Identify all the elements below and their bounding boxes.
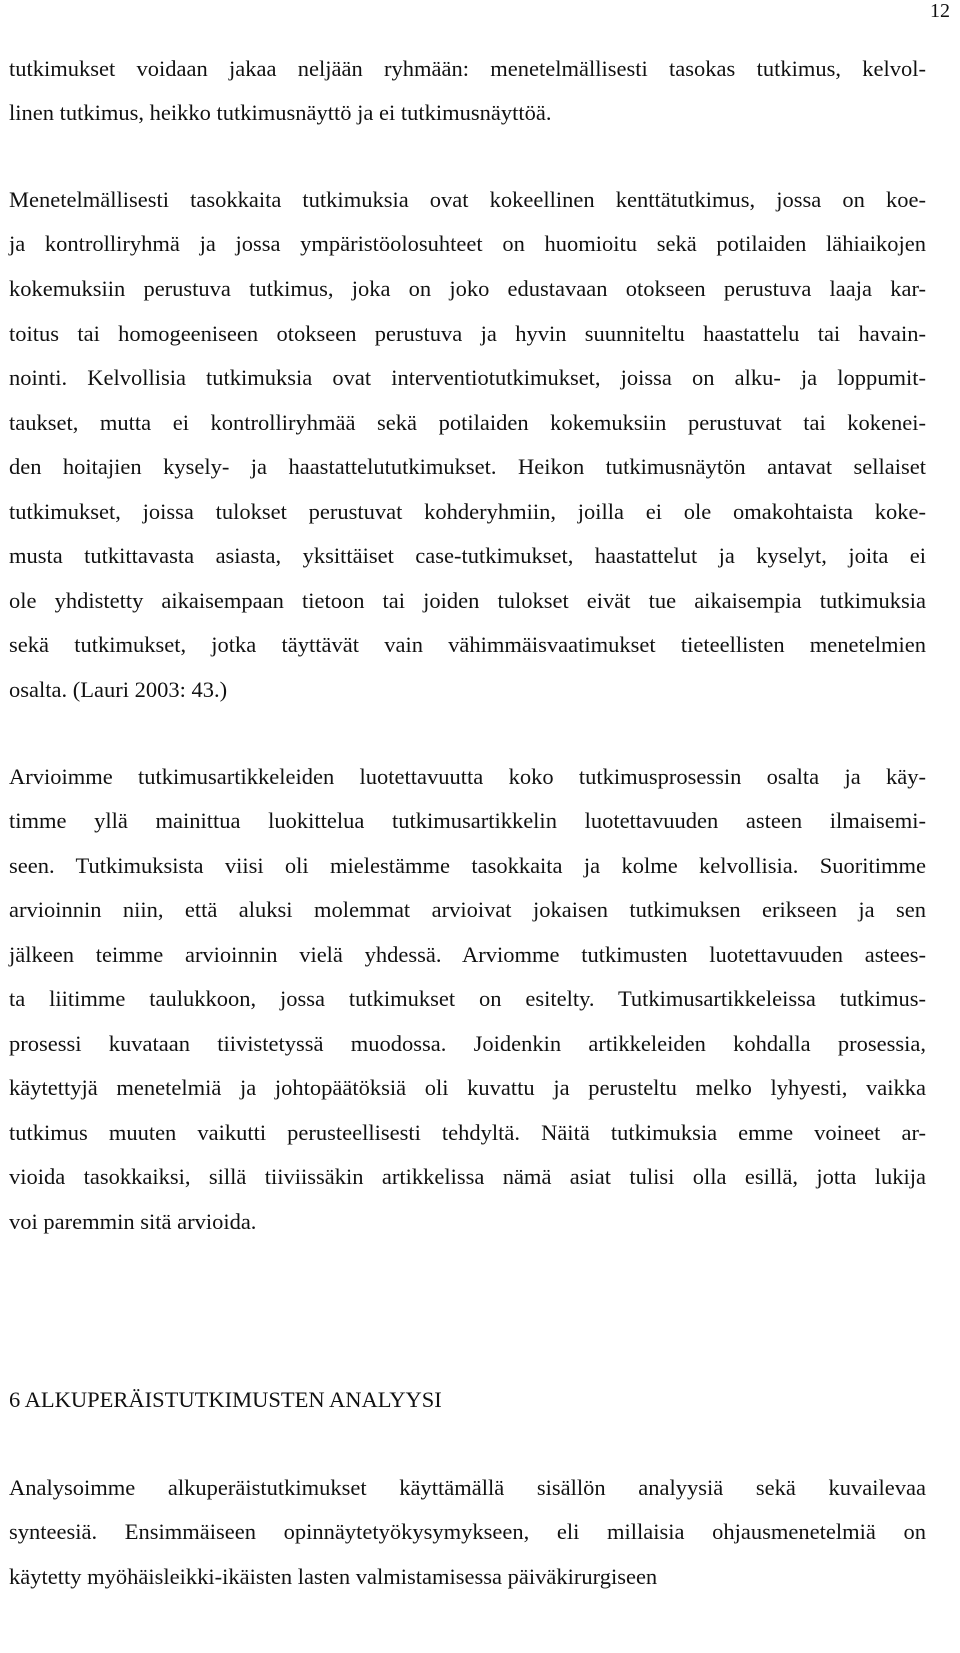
paragraph-2-line-11: sekä tutkimukset, jotka täyttävät vain vähimmäisvaatimukset tieteellisten menetelmien [9, 632, 926, 657]
paragraph-1-line-2: linen tutkimus, heikko tutkimusnäyttö ja ei tutkimusnäyttöä. [9, 100, 552, 125]
paragraph-2-line-9: musta tutkittavasta asiasta, yksittäiset case-tutkimukset, haastattelut ja kyselyt, joita ei [9, 543, 926, 568]
paragraph-2-line-10: ole yhdistetty aikaisempaan tietoon tai joiden tulokset eivät tue aikaisempia tutkimuksia [9, 588, 926, 613]
paragraph-3-line-6: ta liitimme taulukkoon, jossa tutkimukset on esitelty. Tutkimusartikkeleissa tutkimus- [9, 986, 926, 1011]
paragraph-3-line-4: arvioinnin niin, että aluksi molemmat arvioivat jokaisen tutkimuksen erikseen ja sen [9, 897, 926, 922]
paragraph-2-line-7: den hoitajien kysely- ja haastattelututkimukset. Heikon tutkimusnäytön antavat sellaiset [9, 454, 926, 479]
section-paragraph-line-2: synteesiä. Ensimmäiseen opinnäytetyökysymykseen, eli millaisia ohjausmenetelmiä on [9, 1519, 926, 1544]
section-paragraph-line-1: Analysoimme alkuperäistutkimukset käyttämällä sisällön analyysiä sekä kuvailevaa [9, 1475, 926, 1500]
paragraph-2-line-1: Menetelmällisesti tasokkaita tutkimuksia ovat kokeellinen kenttätutkimus, jossa on koe- [9, 187, 926, 212]
paragraph-3-line-11: voi paremmin sitä arvioida. [9, 1209, 257, 1234]
paragraph-1-line-1: tutkimukset voidaan jakaa neljään ryhmään: menetelmällisesti tasokas tutkimus, kelvol- [9, 56, 926, 81]
section-paragraph-line-3: käytetty myöhäisleikki-ikäisten lasten valmistamisessa päiväkirurgiseen [9, 1564, 658, 1589]
paragraph-2-line-4: toitus tai homogeeniseen otokseen perustuva ja hyvin suunniteltu haastattelu tai havain- [9, 321, 926, 346]
page-number: 12 [930, 0, 950, 22]
paragraph-3-line-2: timme yllä mainittua luokittelua tutkimusartikkelin luotettavuuden asteen ilmaisemi- [9, 808, 926, 833]
section-heading: 6 ALKUPERÄISTUTKIMUSTEN ANALYYSI [9, 1387, 442, 1412]
paragraph-2-line-3: kokemuksiin perustuva tutkimus, joka on joko edustavaan otokseen perustuva laaja kar- [9, 276, 926, 301]
paragraph-3-line-1: Arvioimme tutkimusartikkeleiden luotettavuutta koko tutkimusprosessin osalta ja käy- [9, 764, 926, 789]
paragraph-3-line-10: vioida tasokkaiksi, sillä tiiviissäkin artikkelissa nämä asiat tulisi olla esillä, jotta lukija [9, 1164, 926, 1189]
paragraph-2-line-2: ja kontrolliryhmä ja jossa ympäristöolosuhteet on huomioitu sekä potilaiden lähiaikojen [9, 231, 926, 256]
paragraph-2-line-5: nointi. Kelvollisia tutkimuksia ovat interventiotutkimukset, joissa on alku- ja loppumit- [9, 365, 926, 390]
paragraph-2-line-6: taukset, mutta ei kontrolliryhmää sekä potilaiden kokemuksiin perustuvat tai kokenei- [9, 410, 926, 435]
paragraph-2-line-12: osalta. (Lauri 2003: 43.) [9, 677, 228, 702]
paragraph-3-line-8: käytettyjä menetelmiä ja johtopäätöksiä oli kuvattu ja perusteltu melko lyhyesti, vaikka [9, 1075, 926, 1100]
paragraph-2-line-8: tutkimukset, joissa tulokset perustuvat kohderyhmiin, joilla ei ole omakohtaista koke- [9, 499, 926, 524]
paragraph-3-line-5: jälkeen teimme arvioinnin vielä yhdessä. Arviomme tutkimusten luotettavuuden astees- [9, 942, 926, 967]
paragraph-3-line-7: prosessi kuvataan tiivistetyssä muodossa. Joidenkin artikkeleiden kohdalla prosessia, [9, 1031, 926, 1056]
paragraph-3-line-3: seen. Tutkimuksista viisi oli mielestämme tasokkaita ja kolme kelvollisia. Suoritimme [9, 853, 926, 878]
paragraph-3-line-9: tutkimus muuten vaikutti perusteellisesti tehdyltä. Näitä tutkimuksia emme voineet ar- [9, 1120, 926, 1145]
